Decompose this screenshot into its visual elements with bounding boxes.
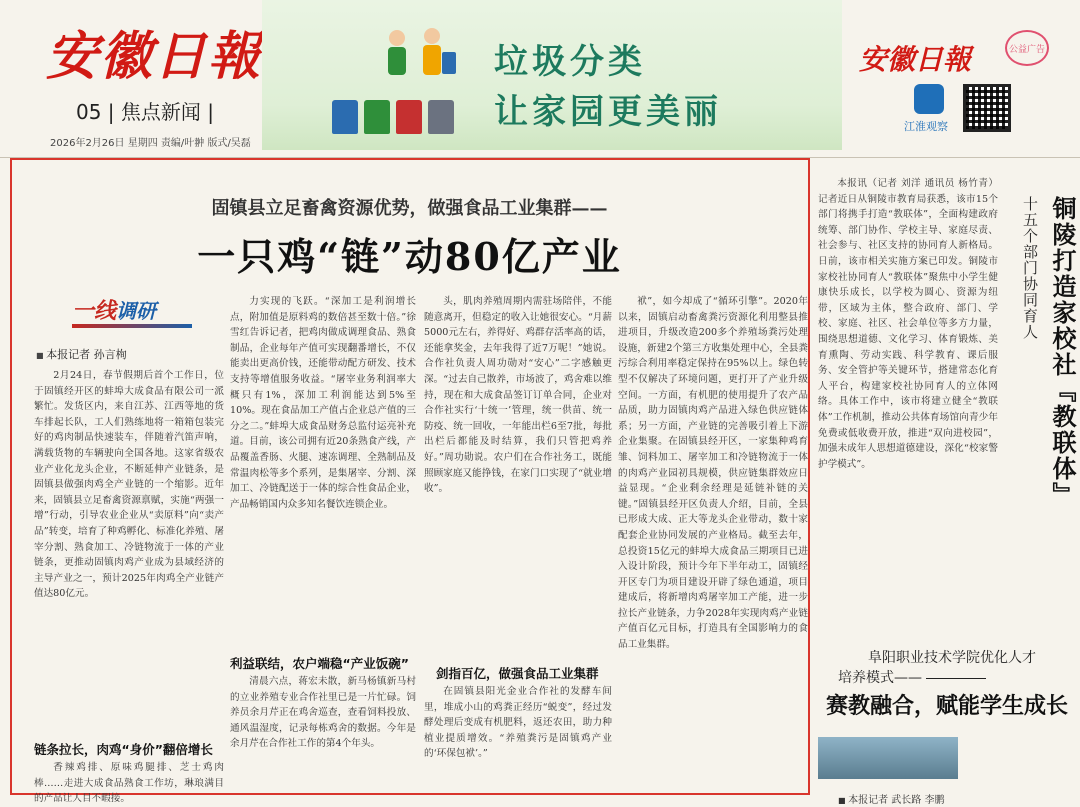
side-article-2-kicker-line1: 阜阳职业技术学院优化人才 — [868, 650, 1036, 666]
article-column-3 — [424, 294, 612, 654]
subhead-3: 利益联结，农户端稳“产业饭碗” — [230, 656, 409, 671]
column-logo-part1: 一线 — [72, 298, 117, 324]
paragraph: 力实现的飞跃。“深加工是利润增长点，附加值是原料鸡的数倍甚至数十倍。”徐雪红告诉记者，把鸡肉做成调理食品、熟食制品，企业每年产值可实现翻番增长，不仅能卖出更高价钱，还能带动配方研发、技术支持等增值服务收益。“屠宰业务利润率大概只有1%，深加工利润能达到5%至10%。现在食品加工产值占企业总产值的三分之二。”蚌埠大成食品财务总监付运亮补充道。目前，该公司拥有近20条熟食产线，产品覆盖香肠、火腿、速冻调理、全熟制品及常温肉松等多个系列，是集屠宰、分割、深加工、冷链配送于一体的综合性食品企业，产品畅销国内众多知名餐饮连锁企业。 — [230, 296, 416, 510]
side-article-body — [818, 176, 998, 631]
side-article-2-headline: 赛教融合，赋能学生成长 — [826, 693, 1069, 719]
main-article — [10, 158, 810, 805]
paragraph: 香辣鸡排、原味鸡腿排、芝士鸡肉棒……走进大成食品熟食工作坊，琳琅满目的产品让人目不暇接。 — [34, 762, 224, 805]
recycling-bins — [332, 100, 454, 134]
bin-icon — [364, 100, 390, 134]
recycling-people-illustration — [372, 22, 462, 92]
article-headline: 一只鸡“链”动80亿产业 — [197, 234, 622, 279]
paragraph: 本报讯（记者 刘洋 通讯员 杨竹青）记者近日从铜陵市教育局获悉，该市15个部门将携手打造“教联体”，全面构建政府统筹、部门协作、学校主导、家庭尽责、社会参与、社区支持的协同育人新格局。日前，该市相关实施方案已印发。铜陵市家校社协同育人“教联体”聚焦中小学生健康快乐成长，以学校为圆心、资源为纽带，区域为主体，整合政府、部门、学校、家庭、社区、社会单位等多方力量，围绕思想道德、文化学习、体育锻炼、美育熏陶、劳动实践、科学教育、课后服务、安全管护等关键环节，搭建常态化育人平台，构建家校社协同育人的立体网络。具体工作中，该市将建立健全“教联体”工作机制，推动公共体育场馆向青少年免费或低收费开放，推进“双向进校园”，加强未成年人思想道德建设，深化“校家警护学模式”。 — [818, 178, 998, 470]
page-section-label: 05 | 焦点新闻 | — [76, 100, 214, 124]
newspaper-logo: 安徽日報 — [46, 26, 263, 87]
article-column-2b — [230, 674, 416, 796]
paragraph: 头，肌肉养殖周期内需驻场陪伴，不能随意离开，但稳定的收入让她很安心。“月薪5000元左右，养得好、鸡群存活率高的话，还能拿奖金，去年我得了近7万呢！”她说。合作社负责人周功勋对“安心”二字感触更深。“过去自己散养，市场波了，鸡舍难以维持，现在和大成食品签订订单合同，企业对合作社实行‘十统一’管理，统一供苗、统一防疫、统一回收，一年能出栏6至7批，每批出栏后都能及时结算，我们只管把鸡养好。”周功勋说。农户们在合作社务工，既能照顾家庭又能挣钱，在家门口实现了“就业增收”。 — [424, 296, 612, 495]
column-logo-underline — [72, 324, 192, 328]
bin-icon — [428, 100, 454, 134]
side-article — [818, 176, 1080, 631]
side-article-kicker: 十五个部门协同育人 — [1021, 196, 1039, 340]
article-column-3b — [424, 684, 612, 796]
side-article-2-photo — [818, 737, 958, 779]
ad-slogan-line2: 让家园更美丽 — [494, 92, 722, 132]
article-kicker: 固镇县立足畜禽资源优势，做强食品工业集群—— — [211, 198, 608, 219]
article-column-4 — [618, 294, 808, 796]
article-column-1b — [34, 760, 224, 805]
column-logo-part2: 调研 — [116, 299, 157, 323]
date-line: 2026年2月26日 星期四 责编/叶翀 版式/吴磊 — [50, 138, 251, 149]
paragraph: 清晨六点，蒋宏未散，新马杨镇新马村的立业养殖专业合作社里已是一片忙碌。饲养员余月芹正在鸡舍巡查，查看饲料投放、通风温湿度，记录每栋鸡舍的数据。今年是余月芹在合作社工作的第4个年头。 — [230, 676, 416, 750]
paragraph: 在固镇县阳光金业合作社的发酵车间里，堆成小山的鸡粪正经历“蜕变”，经过发酵处理后变成有机肥料，返还农田，助力种植业提质增效。“养殖粪污是固镇鸡产业的‘环保包袱’。” — [424, 686, 612, 760]
ad-sponsor-panel — [845, 0, 1080, 150]
app-icon — [914, 84, 944, 114]
bin-icon — [396, 100, 422, 134]
side-article-headline: 铜陵打造家校社『教联体』 — [1048, 196, 1077, 508]
subhead-1: 链条拉长，肉鸡“身价”翻倍增长 — [34, 742, 213, 757]
article-byline: ■ 本报记者 孙言栒 — [36, 346, 127, 362]
public-service-ad — [262, 0, 842, 150]
bin-icon — [332, 100, 358, 134]
side-article-2 — [818, 637, 1080, 807]
public-ad-badge: 公益广告 — [1005, 30, 1049, 66]
side-article-2-byline: ■ 本报记者 武长路 李鹏 — [838, 791, 944, 806]
masthead — [0, 0, 1080, 158]
column-logo — [72, 294, 202, 330]
paragraph: 2月24日，春节假期后首个工作日，位于固镇经开区的蚌埠大成食品有限公司一派繁忙。发货区内，来自江苏、江西等地的货车排起长队，工人们熟练地将一箱箱包装完好的鸡肉制品快速装车，伴随着汽笛声响，满载货物的车辆驶向全国各地。这家省级农业产业化龙头企业，不断延伸产业链条，是固镇县做强肉鸡全产业链的一个缩影。近年来，固镇县立足畜禽资源禀赋，实施“两强一增”行动，引导农业企业从“卖原料”向“卖产品”转变，培育了种鸡孵化、标准化养殖、屠宰分割、熟食加工、冷链物流于一体的产业链条，更推动固镇肉鸡产业成为县域经济的主导产业之一，预计2025年肉鸡全产业链产值达80亿元。 — [34, 370, 224, 600]
article-column-2 — [230, 294, 416, 654]
paragraph: 袱”，如今却成了“循环引擎”。2020年以来，固镇启动畜禽粪污资源化利用整县推进项目，升级改造200多个养殖场粪污处理设施，新建2个第三方收集处理中心，全县粪污综合利用率稳定保持在95%以上。绿色转型不仅解决了环境问题，更打开了产业升级空间。一方面，有机肥的使用提升了农产品品质，助力固镇肉鸡产品进入绿色供应链体系；另一方面，产业链的完善吸引着上下游企业集聚。在固镇县经开区，一家集种鸡育雏、饲料加工、屠宰加工和冷链物流于一体的肉鸡产业园初具规模，供应链集群效应日益显现。“企业剩余经理是延链补链的关键。”固镇县经开区负责人介绍，目前，全县已形成大成、正大等龙头企业带动，数十家配套企业协同发展的产业格局。截至去年，总投资15亿元的蚌埠大成食品三期项目已进入设计阶段，预计今年下半年动工，固镇经开区专门为项目建设开辟了绿色通道，项目建成后，将新增肉鸡屠宰加工产能，进一步拉长产业链条，力争2028年实现肉鸡产业链产值百亿元目标，打造具有全国影响力的食品工业集群。 — [618, 296, 808, 651]
ad-slogan-line1: 垃圾分类 — [494, 42, 646, 82]
newspaper-logo-small: 安徽日報 — [859, 43, 972, 76]
qr-code-icon[interactable] — [963, 84, 1011, 132]
app-name: 江淮观察 — [904, 120, 948, 133]
subhead-4: 剑指百亿，做强食品工业集群 — [436, 666, 599, 681]
article-column-1 — [34, 368, 224, 738]
side-article-2-kicker-line2: 培养模式—— — [838, 667, 986, 687]
app-logo — [904, 84, 951, 138]
